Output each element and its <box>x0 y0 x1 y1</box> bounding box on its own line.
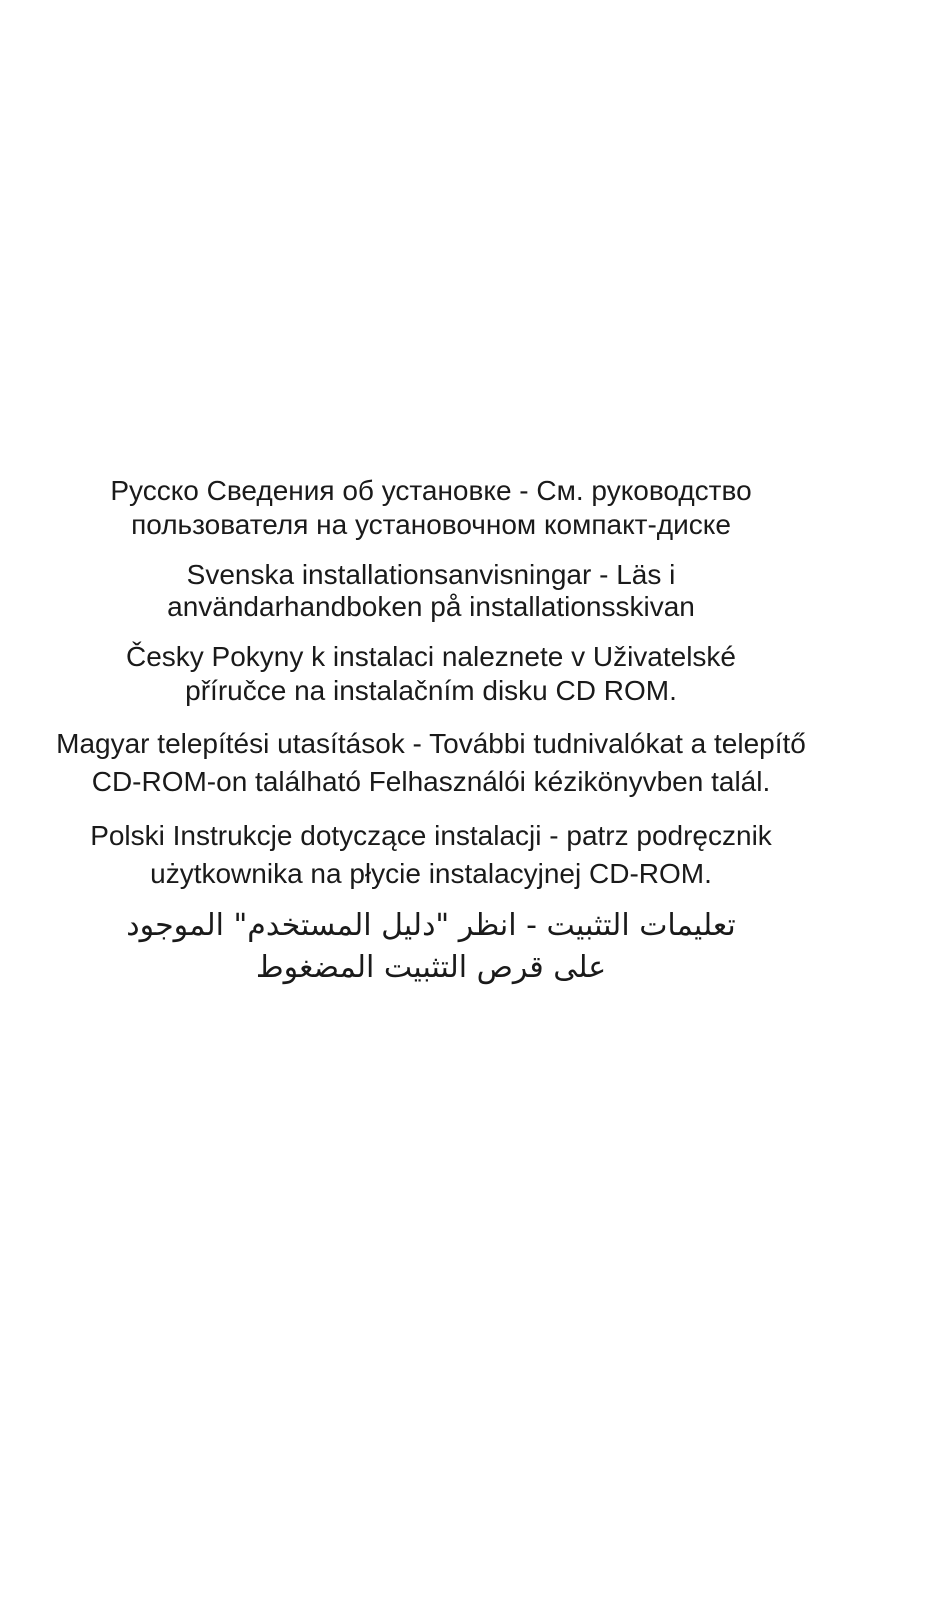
czech-line-2: příručce na instalačním disku CD ROM. <box>185 675 677 706</box>
arabic-line-2: على قرص التثبيت المضغوط <box>255 950 607 985</box>
polish-line-2: użytkownika na płycie instalacyjnej CD-ROM. <box>150 858 712 889</box>
czech-line-1: Česky Pokyny k instalaci naleznete v Uživatelské <box>125 641 737 672</box>
swedish-line-1: Svenska installationsanvisningar - Läs i <box>186 559 676 590</box>
russian-line-2: пользователя на установочном компакт-диске <box>131 509 731 540</box>
arabic-line-1: تعليمات التثبيت - انظر "دليل المستخدم" الموجود <box>126 908 736 943</box>
swedish-line-2: användarhandboken på installationsskivan <box>167 591 695 622</box>
hungarian-line-2: CD-ROM-on található Felhasználói kézikönyvben talál. <box>91 766 771 797</box>
russian-line-1: Русско Сведения об установке - См. руководство <box>110 475 752 506</box>
polish-line-1: Polski Instrukcje dotyczące instalacji - patrz podręcznik <box>90 820 772 851</box>
hungarian-line-1: Magyar telepítési utasítások - További tudnivalókat a telepítő <box>56 728 806 759</box>
